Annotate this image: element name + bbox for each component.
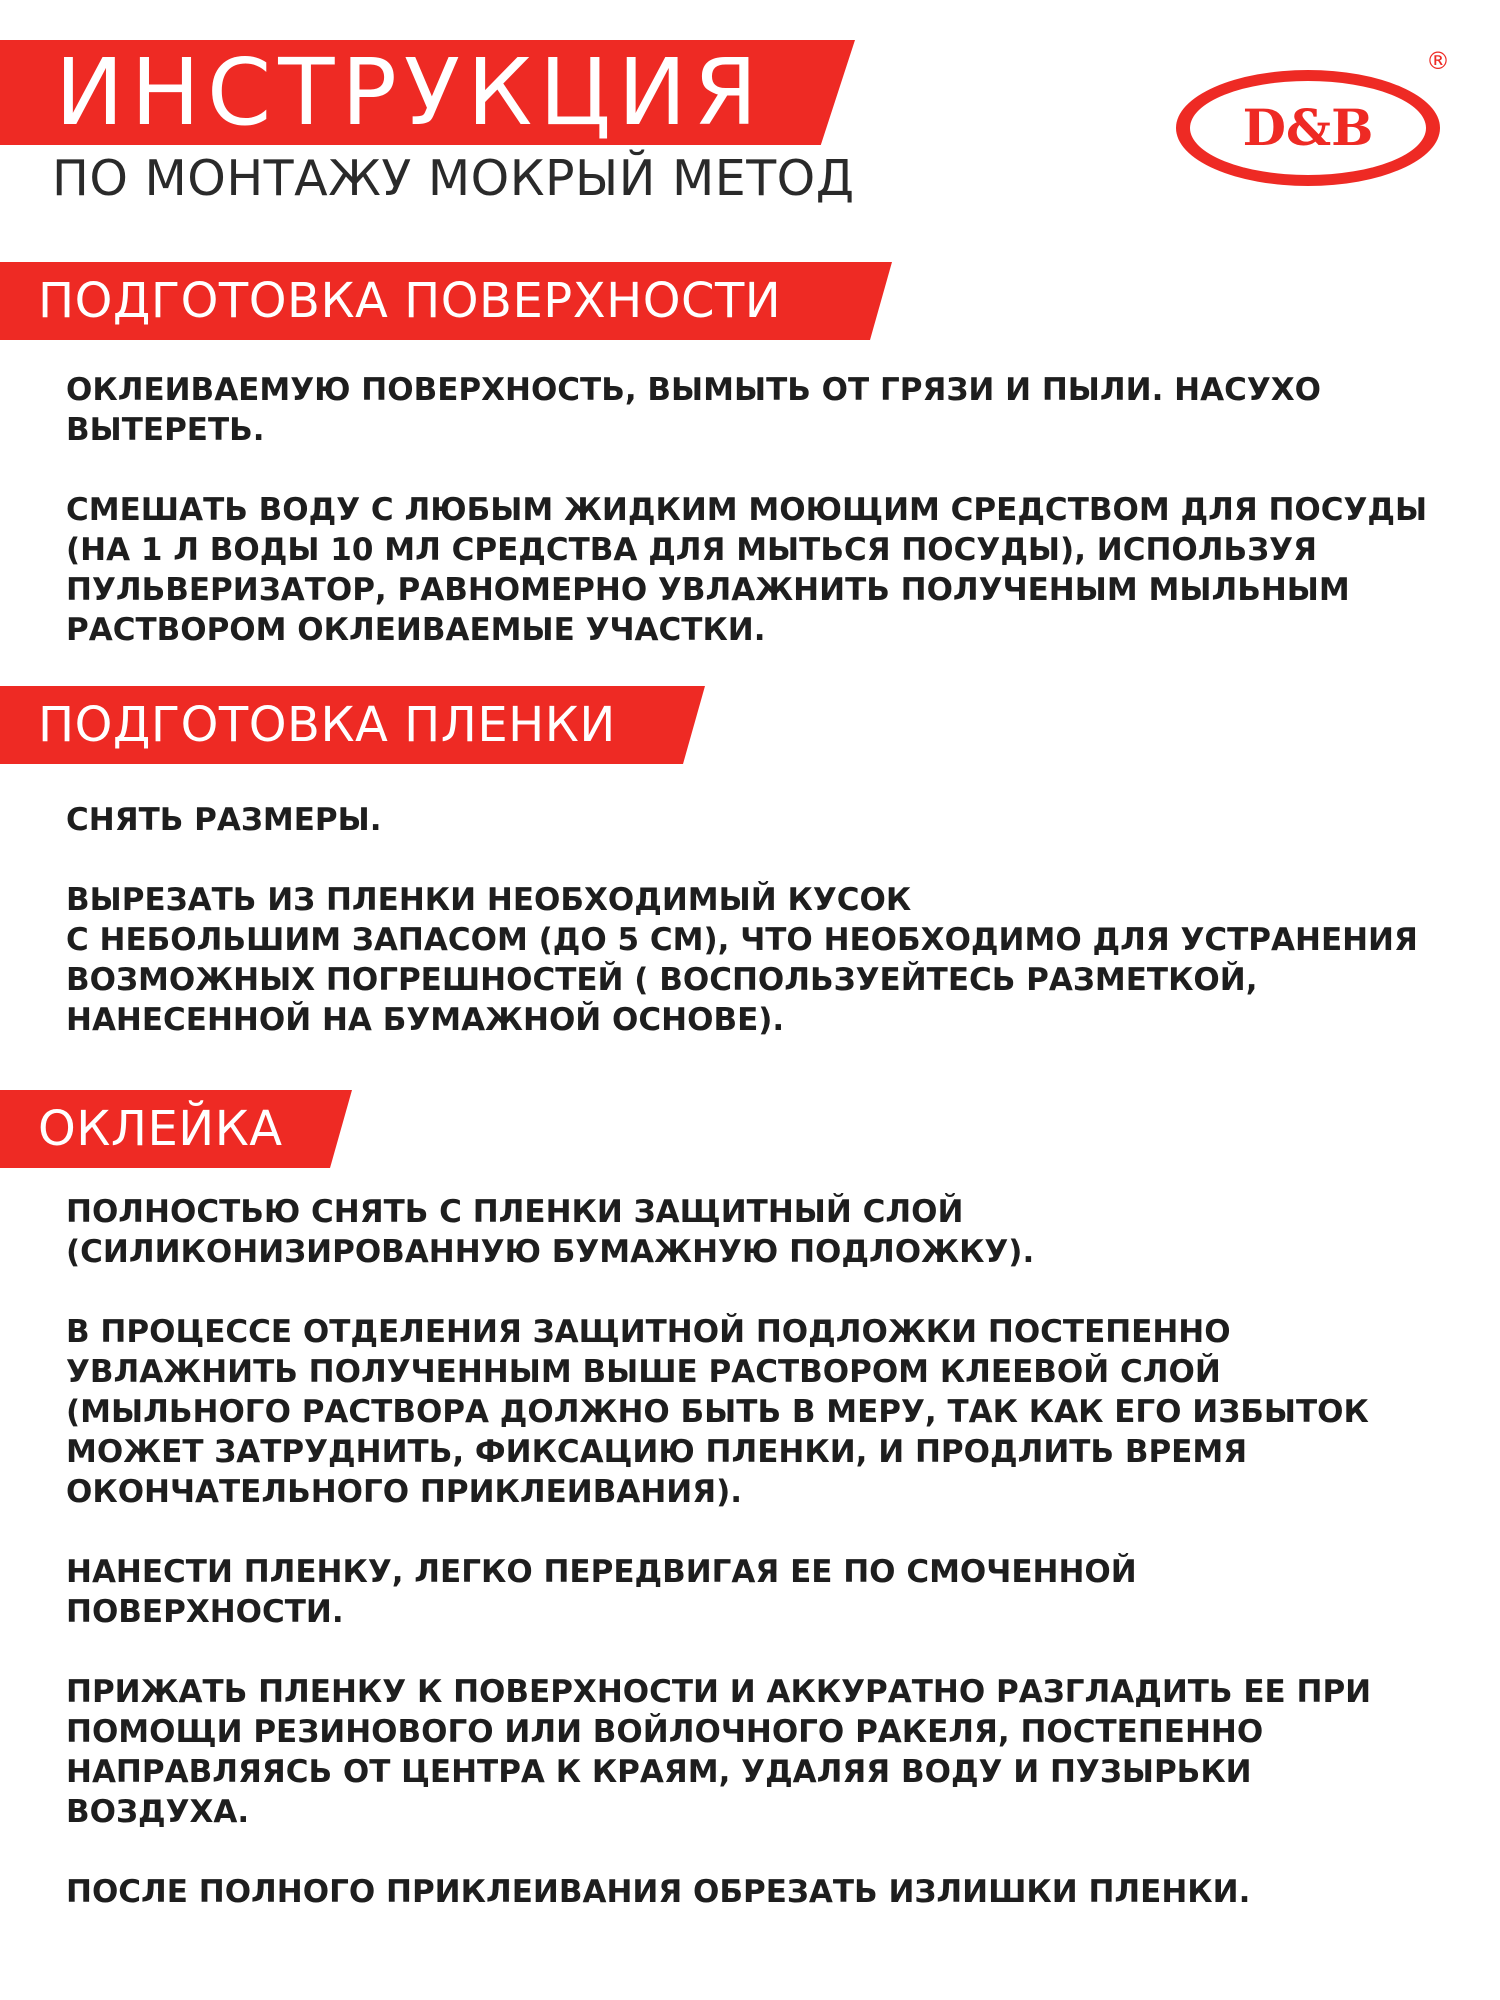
paragraph: ВЫРЕЗАТЬ ИЗ ПЛЕНКИ НЕОБХОДИМЫЙ КУСОК С НЕБОЛЬШИМ ЗАПАСОМ (ДО 5 СМ), ЧТО НЕОБХОДИМО ДЛЯ УСТРАНЕНИЯ ВОЗМОЖНЫХ ПОГРЕШНОСТЕЙ ( ВОСПОЛЬЗУЕЙТЕСЬ РАЗМЕТКОЙ, НАНЕСЕННОЙ НА БУМАЖНОЙ ОСНОВЕ). bbox=[66, 882, 1418, 1038]
paragraph: ПОСЛЕ ПОЛНОГО ПРИКЛЕИВАНИЯ ОБРЕЗАТЬ ИЗЛИШКИ ПЛЕНКИ. bbox=[66, 1874, 1251, 1910]
paragraph: СНЯТЬ РАЗМЕРЫ. bbox=[66, 802, 382, 838]
page-title: ИНСТРУКЦИЯ bbox=[55, 39, 765, 146]
paragraph: ПОЛНОСТЬЮ СНЯТЬ С ПЛЕНКИ ЗАЩИТНЫЙ СЛОЙ (СИЛИКОНИЗИРОВАННУЮ БУМАЖНУЮ ПОДЛОЖКУ). bbox=[66, 1194, 1035, 1270]
section-title-application: ОКЛЕЙКА bbox=[38, 1101, 283, 1157]
paragraph: НАНЕСТИ ПЛЕНКУ, ЛЕГКО ПЕРЕДВИГАЯ ЕЕ ПО СМОЧЕННОЙ ПОВЕРХНОСТИ. bbox=[66, 1554, 1137, 1630]
paragraph: СМЕШАТЬ ВОДУ С ЛЮБЫМ ЖИДКИМ МОЮЩИМ СРЕДСТВОМ ДЛЯ ПОСУДЫ (НА 1 Л ВОДЫ 10 МЛ СРЕДСТВА ДЛЯ МЫТЬСЯ ПОСУДЫ), ИСПОЛЬЗУЯ ПУЛЬВЕРИЗАТОР, РАВНОМЕРНО УВЛАЖНИТЬ ПОЛУЧЕНЫМ МЫЛЬНЫМ РАСТВОРОМ ОКЛЕИВАЕМЫЕ УЧАСТКИ. bbox=[66, 492, 1428, 648]
paragraph: ПРИЖАТЬ ПЛЕНКУ К ПОВЕРХНОСТИ И АККУРАТНО РАЗГЛАДИТЬ ЕЕ ПРИ ПОМОЩИ РЕЗИНОВОГО ИЛИ ВОЙЛОЧНОГО РАКЕЛЯ, ПОСТЕПЕННО НАПРАВЛЯЯСЬ ОТ ЦЕНТРА К КРАЯМ, УДАЛЯЯ ВОДУ И ПУЗЫРЬКИ ВОЗДУХА. bbox=[66, 1674, 1372, 1830]
page-subtitle: ПО МОНТАЖУ МОКРЫЙ МЕТОД bbox=[52, 150, 855, 207]
logo-text: D&B bbox=[1242, 98, 1374, 157]
section-title-film: ПОДГОТОВКА ПЛЕНКИ bbox=[38, 697, 616, 753]
brand-logo bbox=[1170, 45, 1455, 205]
registered-mark: ® bbox=[1426, 47, 1450, 75]
paragraph: ОКЛЕИВАЕМУЮ ПОВЕРХНОСТЬ, ВЫМЫТЬ ОТ ГРЯЗИ И ПЫЛИ. НАСУХО ВЫТЕРЕТЬ. bbox=[66, 372, 1321, 448]
paragraph: В ПРОЦЕССЕ ОТДЕЛЕНИЯ ЗАЩИТНОЙ ПОДЛОЖКИ ПОСТЕПЕННО УВЛАЖНИТЬ ПОЛУЧЕННЫМ ВЫШЕ РАСТВОРОМ КЛЕЕВОЙ СЛОЙ (МЫЛЬНОГО РАСТВОРА ДОЛЖНО БЫТЬ В МЕРУ, ТАК КАК ЕГО ИЗБЫТОК МОЖЕТ ЗАТРУДНИТЬ, ФИКСАЦИЮ ПЛЕНКИ, И ПРОДЛИТЬ ВРЕМЯ ОКОНЧАТЕЛЬНОГО ПРИКЛЕИВАНИЯ). bbox=[66, 1314, 1369, 1510]
section-title-surface: ПОДГОТОВКА ПОВЕРХНОСТИ bbox=[38, 273, 782, 329]
